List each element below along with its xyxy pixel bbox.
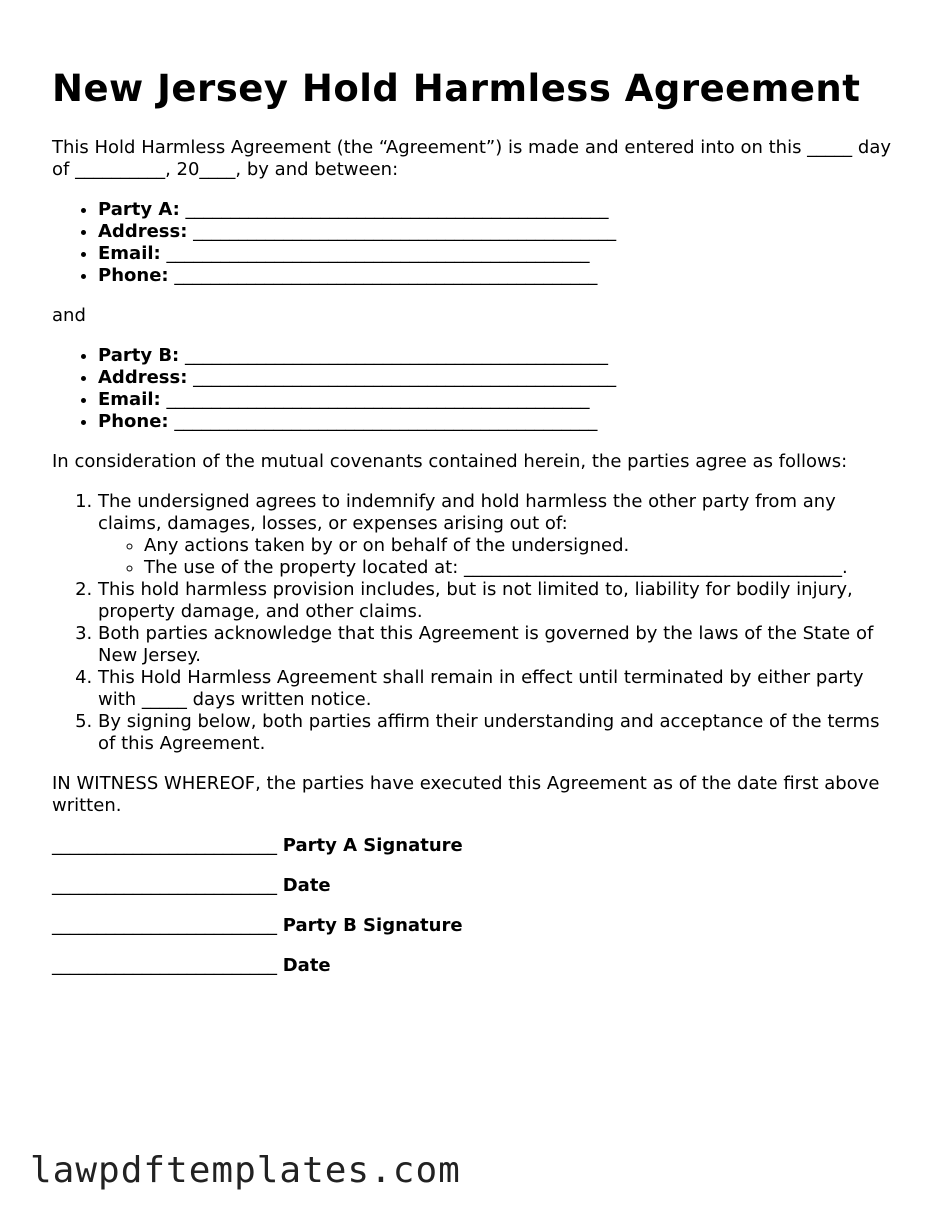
fill-line: _______________________________________________	[174, 265, 598, 286]
signature-line-party-b	[52, 915, 897, 937]
date-line-party-b	[52, 955, 897, 977]
consideration-paragraph: In consideration of the mutual covenants contained herein, the parties agree as follows:	[52, 451, 848, 472]
page-title: New Jersey Hold Harmless Agreement	[52, 67, 861, 110]
list-item	[98, 199, 897, 221]
intro-paragraph	[52, 137, 897, 181]
field-label: Email:	[98, 243, 161, 264]
field-label: Party A:	[98, 199, 180, 220]
list-item: 5. By signing below, both parties affirm their understanding and acceptance of the terms of this Agreement.	[98, 711, 897, 755]
fill-line: _______________________________________________	[185, 345, 608, 366]
list-item	[98, 491, 897, 579]
fill-line: _________________________	[52, 955, 277, 976]
sub-list-item: ◦ The use of the property located at: __________________________________________.	[144, 557, 897, 579]
fill-line: _______________________________________________	[174, 411, 598, 432]
field-label: Phone:	[98, 411, 169, 432]
field-label: Email:	[98, 389, 161, 410]
fill-line: _______________________________________________	[185, 199, 609, 220]
list-item: 4. This Hold Harmless Agreement shall remain in effect until terminated by either party with _____ days written notice.	[98, 667, 897, 711]
fill-line: _________________________	[52, 915, 277, 936]
list-item: 3. Both parties acknowledge that this Agreement is governed by the laws of the State of New Jersey.	[98, 623, 897, 667]
list-item	[98, 367, 897, 389]
list-item	[98, 345, 897, 367]
intro-line-1: This Hold Harmless Agreement (the “Agreement”) is made and entered into on this _____	[52, 137, 853, 158]
field-label: Address:	[98, 367, 188, 388]
term-text: The undersigned agrees to indemnify and hold harmless the other party from any claims, damages, losses, or expenses arising out of:	[98, 491, 836, 534]
list-item	[98, 389, 897, 411]
party-a-list	[52, 199, 897, 287]
fill-line: _______________________________________________	[193, 367, 617, 388]
signature-label: Party A Signature	[282, 835, 463, 856]
party-b-list	[52, 345, 897, 433]
fill-line: _________________________	[52, 875, 277, 896]
list-item	[98, 243, 897, 265]
intro-line-2: day of __________, 20____, by and between:	[52, 137, 892, 180]
field-label: Address:	[98, 221, 188, 242]
list-item: 2. This hold harmless provision includes, but is not limited to, liability for bodily injury, property damage, and other claims.	[98, 579, 897, 623]
fill-line: _________________________	[52, 835, 277, 856]
terms-list	[52, 491, 897, 755]
sub-list-item: ◦ Any actions taken by or on behalf of the undersigned.	[144, 535, 897, 557]
and-text: and	[52, 305, 86, 326]
signature-label: Date	[282, 875, 331, 896]
footer-watermark: lawpdftemplates.com	[30, 1150, 461, 1191]
signature-line-party-a	[52, 835, 897, 857]
fill-line: _______________________________________________	[193, 221, 617, 242]
signature-label: Date	[282, 955, 331, 976]
fill-line: _______________________________________________	[166, 389, 590, 410]
field-label: Party B:	[98, 345, 180, 366]
witness-paragraph: IN WITNESS WHEREOF, the parties have executed this Agreement as of the date first above written.	[52, 773, 880, 816]
list-item	[98, 221, 897, 243]
sub-list	[98, 535, 897, 579]
fill-line: _______________________________________________	[166, 243, 590, 264]
list-item	[98, 265, 897, 287]
list-item	[98, 411, 897, 433]
signature-label: Party B Signature	[282, 915, 463, 936]
document-page	[52, 66, 897, 995]
date-line-party-a	[52, 875, 897, 897]
field-label: Phone:	[98, 265, 169, 286]
